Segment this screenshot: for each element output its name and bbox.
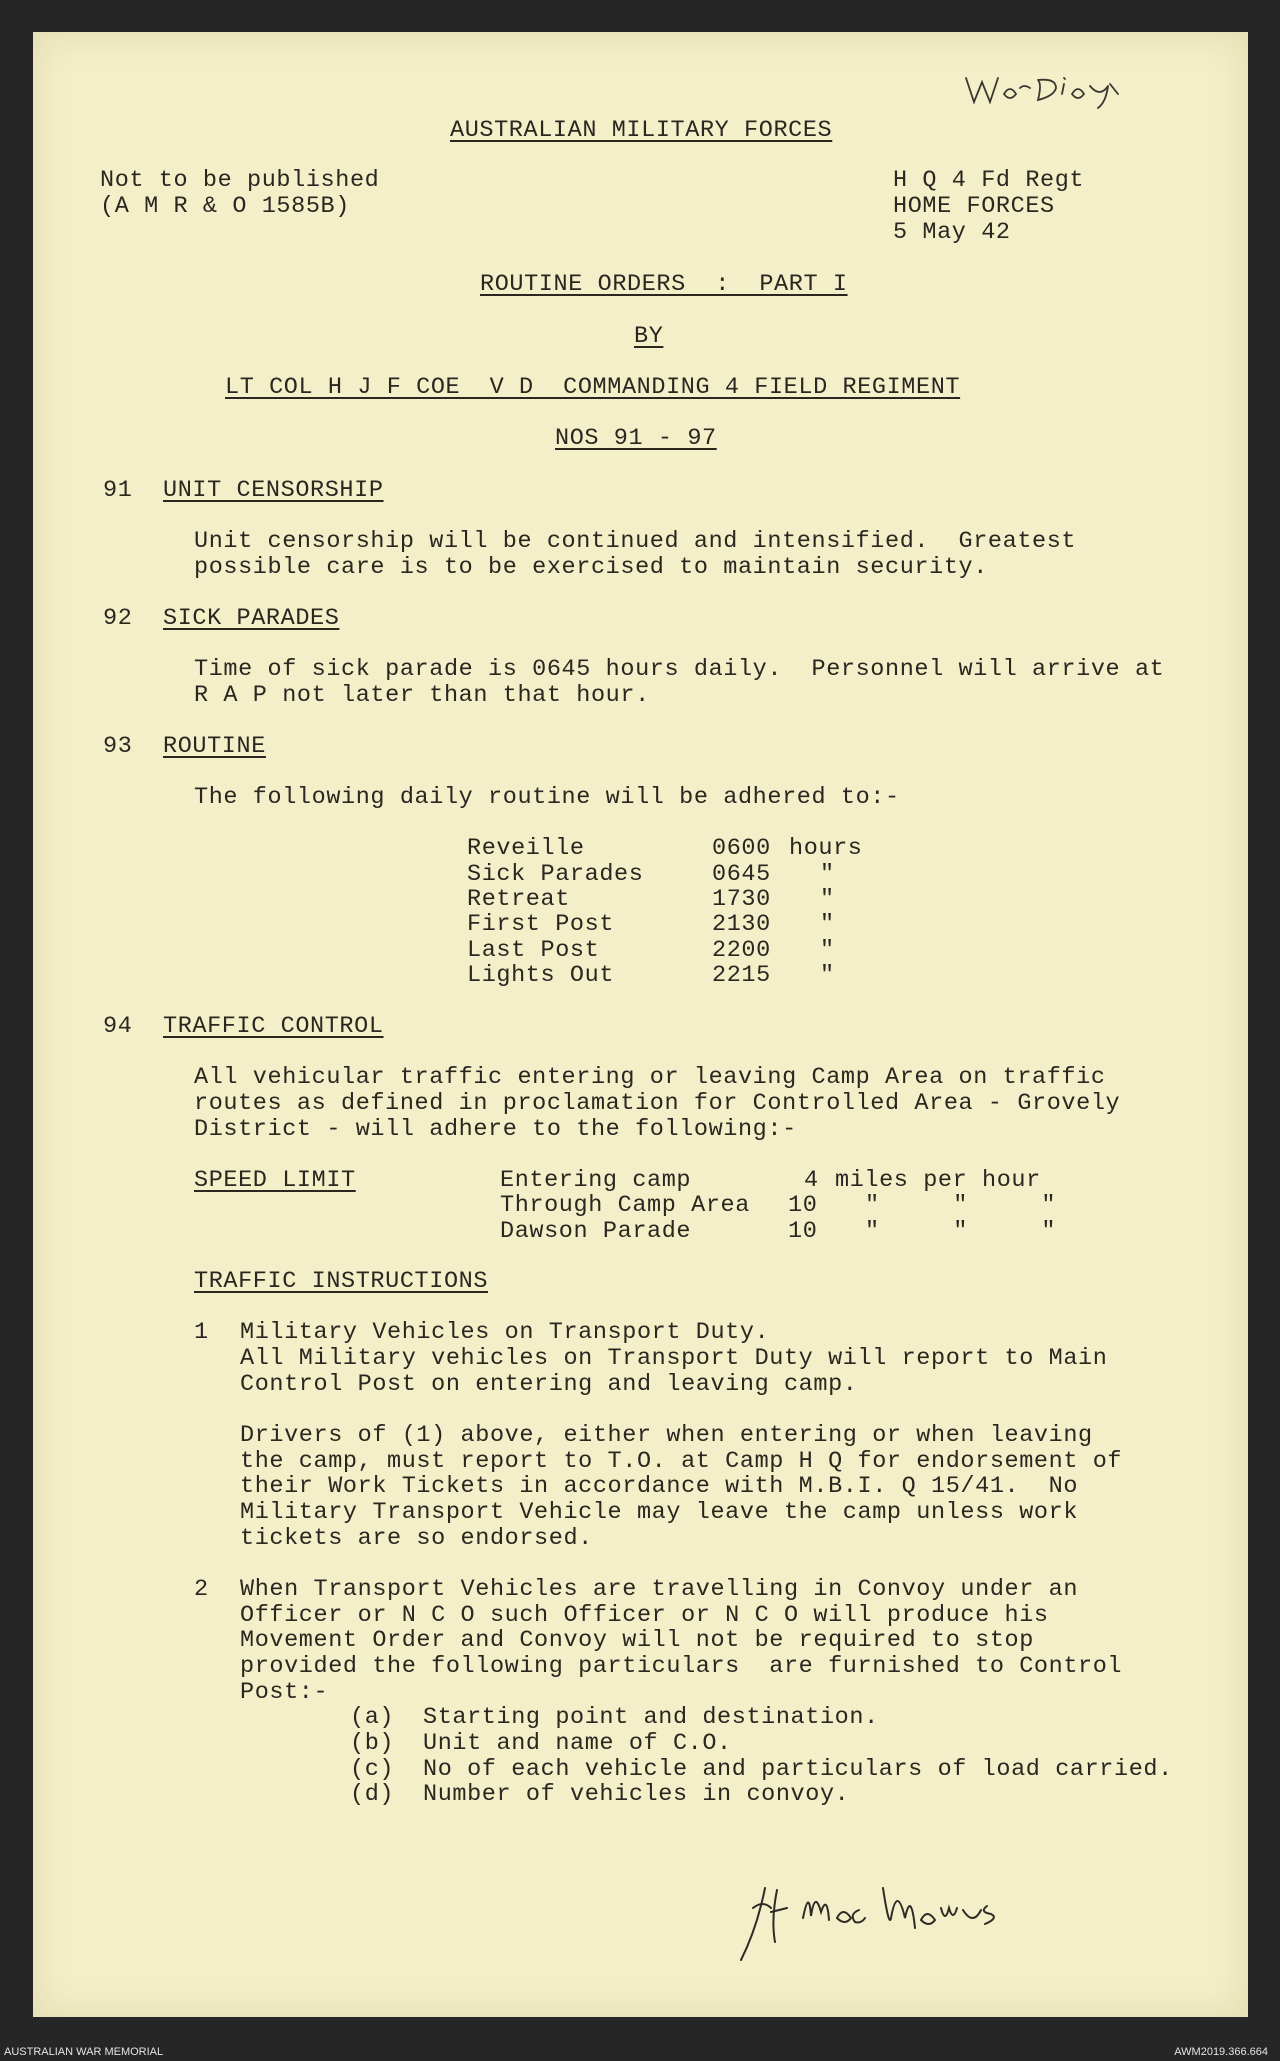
speed-limit-label: SPEED LIMIT <box>194 1167 356 1194</box>
speed-place: Through Camp Area <box>500 1192 750 1219</box>
schedule-unit: " <box>820 937 835 964</box>
traffic-instructions-label: TRAFFIC INSTRUCTIONS <box>194 1268 489 1295</box>
speed-value: 4 <box>804 1167 819 1194</box>
header-date: 5 May 42 <box>893 219 1011 246</box>
speed-value: 10 <box>788 1218 818 1245</box>
schedule-time: 2200 <box>712 937 771 964</box>
body-line: the camp, must report to T.O. at Camp H Q for endorsement of <box>240 1448 1123 1475</box>
body-line: R A P not later than that hour. <box>194 682 650 709</box>
schedule-time: 0600 <box>712 835 771 862</box>
header-right-line: H Q 4 Fd Regt <box>893 167 1085 194</box>
sub-item-label: (b) <box>350 1730 395 1757</box>
sub-item-text: No of each vehicle and particulars of load carried. <box>423 1756 1173 1783</box>
schedule-event: First Post <box>467 911 615 938</box>
footer-reference: AWM2019.366.664 <box>1174 2046 1268 2058</box>
body-line: their Work Tickets in accordance with M.B.I. Q 15/41. No <box>240 1473 1079 1500</box>
sub-item-label: (a) <box>350 1704 395 1731</box>
schedule-unit: " <box>820 911 835 938</box>
speed-unit: " " " <box>865 1218 1057 1245</box>
sub-item-text: Number of vehicles in convoy. <box>423 1781 850 1808</box>
body-line: tickets are so endorsed. <box>240 1525 593 1552</box>
body-line: Movement Order and Convoy will not be required to stop <box>240 1627 1034 1654</box>
speed-place: Entering camp <box>500 1167 692 1194</box>
body-line: Officer or N C O such Officer or N C O will produce his <box>240 1602 1049 1629</box>
schedule-event: Retreat <box>467 886 570 913</box>
item-title: ROUTINE <box>163 733 266 760</box>
body-line: Military Vehicles on Transport Duty. <box>240 1319 770 1346</box>
item-title: TRAFFIC CONTROL <box>163 1013 384 1040</box>
body-line: Control Post on entering and leaving camp. <box>240 1371 858 1398</box>
schedule-event: Sick Parades <box>467 861 644 888</box>
schedule-time: 2130 <box>712 911 771 938</box>
sub-item-text: Starting point and destination. <box>423 1704 879 1731</box>
speed-unit: miles per hour <box>835 1167 1041 1194</box>
schedule-unit: " <box>820 861 835 888</box>
schedule-time: 1730 <box>712 886 771 913</box>
orders-commander: LT COL H J F COE V D COMMANDING 4 FIELD REGIMENT <box>225 374 961 401</box>
body-line: possible care is to be exercised to maintain security. <box>194 554 988 581</box>
item-number: 94 <box>103 1013 133 1040</box>
orders-heading: ROUTINE ORDERS : PART I <box>480 271 848 298</box>
schedule-unit: " <box>820 962 835 989</box>
body-line: District - will adhere to the following:- <box>194 1116 797 1143</box>
signature <box>725 1868 1105 1978</box>
document-title: AUSTRALIAN MILITARY FORCES <box>450 117 833 144</box>
body-line: Drivers of (1) above, either when entering or when leaving <box>240 1422 1093 1449</box>
schedule-time: 2215 <box>712 962 771 989</box>
body-line: Time of sick parade is 0645 hours daily. Personnel will arrive at <box>194 656 1165 683</box>
sub-item-label: (d) <box>350 1781 395 1808</box>
body-line: Unit censorship will be continued and intensified. Greatest <box>194 528 1077 555</box>
item-title: SICK PARADES <box>163 605 340 632</box>
footer-credit: AUSTRALIAN WAR MEMORIAL <box>4 2046 164 2058</box>
body-line: The following daily routine will be adhered to:- <box>194 784 900 811</box>
header-left-line: (A M R & O 1585B) <box>100 193 350 220</box>
item-number: 91 <box>103 477 133 504</box>
schedule-unit: " <box>820 886 835 913</box>
speed-place: Dawson Parade <box>500 1218 692 1245</box>
body-line: When Transport Vehicles are travelling in Convoy under an <box>240 1576 1079 1603</box>
body-line: All vehicular traffic entering or leaving Camp Area on traffic <box>194 1064 1106 1091</box>
schedule-event: Lights Out <box>467 962 615 989</box>
speed-value: 10 <box>788 1192 818 1219</box>
schedule-time: 0645 <box>712 861 771 888</box>
body-line: Military Transport Vehicle may leave the camp unless work <box>240 1499 1079 1526</box>
schedule-event: Reveille <box>467 835 585 862</box>
orders-numbers: NOS 91 - 97 <box>555 425 717 452</box>
instruction-number: 1 <box>194 1319 209 1346</box>
war-diary-annotation <box>960 66 1170 116</box>
speed-unit: " " " <box>865 1192 1057 1219</box>
schedule-event: Last Post <box>467 937 600 964</box>
schedule-unit: hours <box>789 835 863 862</box>
body-line: All Military vehicles on Transport Duty will report to Main <box>240 1345 1108 1372</box>
body-line: Post:- <box>240 1679 329 1706</box>
body-line: routes as defined in proclamation for Controlled Area - Grovely <box>194 1090 1121 1117</box>
header-right-line: HOME FORCES <box>893 193 1055 220</box>
instruction-number: 2 <box>194 1576 209 1603</box>
item-number: 92 <box>103 605 133 632</box>
item-number: 93 <box>103 733 133 760</box>
item-title: UNIT CENSORSHIP <box>163 477 384 504</box>
orders-by: BY <box>634 323 664 350</box>
sub-item-text: Unit and name of C.O. <box>423 1730 732 1757</box>
header-left-line: Not to be published <box>100 167 380 194</box>
sub-item-label: (c) <box>350 1756 395 1783</box>
body-line: provided the following particulars are furnished to Control <box>240 1653 1123 1680</box>
